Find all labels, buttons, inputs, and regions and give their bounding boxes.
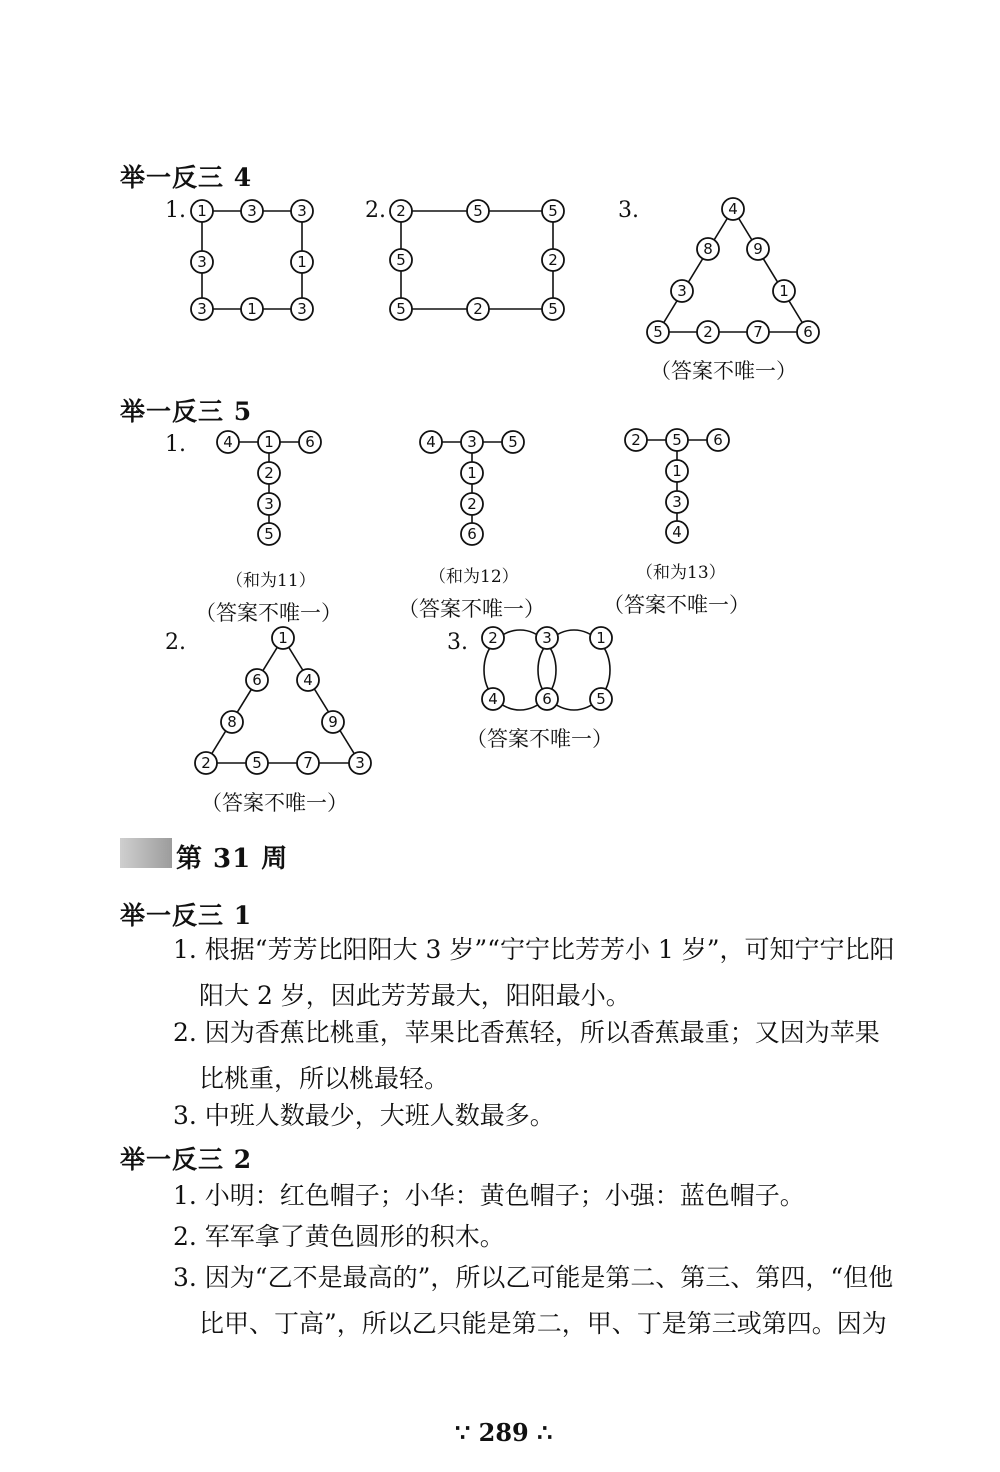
section-w2-heading: 举一反三 2 bbox=[120, 1145, 253, 1174]
svg-text:2: 2 bbox=[201, 754, 211, 772]
node bbox=[191, 298, 213, 320]
svg-text:5: 5 bbox=[396, 300, 406, 318]
svg-text:3: 3 bbox=[677, 282, 687, 300]
s5-item2-label: 2. bbox=[165, 630, 186, 655]
svg-text:2: 2 bbox=[396, 202, 406, 220]
s5-item3-caption: （答案不唯一） bbox=[466, 727, 613, 751]
node bbox=[542, 298, 564, 320]
s5-item1-label: 1. bbox=[165, 432, 186, 457]
node bbox=[241, 298, 263, 320]
s5-fig-linked-rings bbox=[474, 622, 624, 722]
svg-text:5: 5 bbox=[264, 525, 274, 543]
svg-text:2: 2 bbox=[264, 464, 274, 482]
node bbox=[195, 752, 217, 774]
svg-text:6: 6 bbox=[713, 431, 723, 449]
svg-text:9: 9 bbox=[753, 240, 763, 258]
section-5-heading: 举一反三 5 bbox=[120, 397, 253, 426]
node bbox=[467, 298, 489, 320]
s5-t-figure-3 bbox=[622, 426, 734, 550]
svg-text:7: 7 bbox=[753, 323, 763, 341]
svg-text:3: 3 bbox=[197, 300, 207, 318]
node bbox=[666, 460, 688, 482]
svg-text:4: 4 bbox=[426, 433, 436, 451]
node bbox=[666, 429, 688, 451]
svg-text:4: 4 bbox=[728, 200, 738, 218]
node bbox=[467, 200, 489, 222]
svg-text:1: 1 bbox=[596, 629, 606, 647]
svg-text:3: 3 bbox=[297, 202, 307, 220]
text-line: 比桃重，所以桃最轻。 bbox=[199, 1064, 450, 1093]
s5-t-figure-1 bbox=[214, 428, 326, 552]
node bbox=[390, 298, 412, 320]
w2-paragraph-1 bbox=[173, 1173, 805, 1219]
w2-paragraph-3 bbox=[173, 1255, 893, 1347]
node bbox=[297, 752, 319, 774]
w1-paragraph-1 bbox=[173, 927, 895, 1019]
svg-text:1: 1 bbox=[264, 433, 274, 451]
text-line: 1. 根据“芳芳比阳阳大 3 岁”“宁宁比芳芳小 1 岁”，可知宁宁比阳 bbox=[173, 935, 895, 964]
svg-text:6: 6 bbox=[252, 671, 262, 689]
text-line: 3. 中班人数最少，大班人数最多。 bbox=[173, 1101, 555, 1130]
svg-text:1: 1 bbox=[197, 202, 207, 220]
svg-text:4: 4 bbox=[303, 671, 313, 689]
s4-item1-label: 1. bbox=[165, 198, 186, 223]
w1-paragraph-2 bbox=[173, 1010, 880, 1102]
svg-text:5: 5 bbox=[653, 323, 663, 341]
node bbox=[773, 280, 795, 302]
text-line: 比甲、丁高”，所以乙只能是第二，甲、丁是第三或第四。因为 bbox=[199, 1309, 887, 1338]
node bbox=[747, 238, 769, 260]
node bbox=[590, 627, 612, 649]
s5-item2-caption: （答案不唯一） bbox=[201, 791, 348, 815]
svg-text:1: 1 bbox=[247, 300, 257, 318]
node bbox=[272, 627, 294, 649]
svg-text:4: 4 bbox=[672, 523, 682, 541]
node bbox=[666, 491, 688, 513]
svg-text:5: 5 bbox=[252, 754, 262, 772]
node bbox=[707, 429, 729, 451]
node bbox=[299, 431, 321, 453]
node bbox=[390, 249, 412, 271]
node bbox=[191, 251, 213, 273]
s5-fig1-sum: （和为11） bbox=[226, 571, 316, 591]
node bbox=[482, 627, 504, 649]
node bbox=[461, 431, 483, 453]
svg-text:2: 2 bbox=[467, 495, 477, 513]
node bbox=[221, 711, 243, 733]
svg-text:6: 6 bbox=[803, 323, 813, 341]
svg-text:1: 1 bbox=[297, 253, 307, 271]
node bbox=[671, 280, 693, 302]
node bbox=[747, 321, 769, 343]
node bbox=[291, 251, 313, 273]
node bbox=[246, 669, 268, 691]
text-line: 3. 因为“乙不是最高的”，所以乙可能是第二、第三、第四，“但他 bbox=[173, 1263, 894, 1292]
node bbox=[217, 431, 239, 453]
node bbox=[291, 200, 313, 222]
node bbox=[625, 429, 647, 451]
svg-text:8: 8 bbox=[703, 240, 713, 258]
s4-item3-label: 3. bbox=[618, 198, 639, 223]
node bbox=[502, 431, 524, 453]
node bbox=[461, 523, 483, 545]
svg-text:2: 2 bbox=[473, 300, 483, 318]
s5-fig3-caption: （答案不唯一） bbox=[603, 593, 750, 617]
node bbox=[291, 298, 313, 320]
node bbox=[482, 688, 504, 710]
node bbox=[647, 321, 669, 343]
node bbox=[349, 752, 371, 774]
node bbox=[322, 711, 344, 733]
svg-text:4: 4 bbox=[223, 433, 233, 451]
svg-text:6: 6 bbox=[542, 690, 552, 708]
svg-text:6: 6 bbox=[467, 525, 477, 543]
s5-item3-label: 3. bbox=[447, 630, 468, 655]
s4-fig2-rectangle bbox=[381, 192, 575, 328]
w1-paragraph-3 bbox=[173, 1093, 555, 1139]
node bbox=[590, 688, 612, 710]
svg-text:5: 5 bbox=[473, 202, 483, 220]
svg-text:4: 4 bbox=[488, 690, 498, 708]
node bbox=[461, 493, 483, 515]
node bbox=[258, 523, 280, 545]
s5-fig1-caption: （答案不唯一） bbox=[195, 601, 342, 625]
node bbox=[697, 238, 719, 260]
node bbox=[536, 688, 558, 710]
node bbox=[797, 321, 819, 343]
node bbox=[241, 200, 263, 222]
node bbox=[420, 431, 442, 453]
node bbox=[246, 752, 268, 774]
node bbox=[722, 198, 744, 220]
svg-text:3: 3 bbox=[264, 495, 274, 513]
section-4-heading: 举一反三 4 bbox=[120, 163, 253, 192]
text-line: 阳大 2 岁，因此芳芳最大，阳阳最小。 bbox=[199, 981, 631, 1010]
svg-text:5: 5 bbox=[548, 300, 558, 318]
svg-text:5: 5 bbox=[396, 251, 406, 269]
node bbox=[666, 521, 688, 543]
svg-text:3: 3 bbox=[672, 493, 682, 511]
node bbox=[258, 462, 280, 484]
svg-text:9: 9 bbox=[328, 713, 338, 731]
s4-fig1-square bbox=[182, 192, 322, 328]
svg-text:7: 7 bbox=[303, 754, 313, 772]
svg-text:5: 5 bbox=[508, 433, 518, 451]
svg-text:3: 3 bbox=[197, 253, 207, 271]
svg-text:1: 1 bbox=[467, 464, 477, 482]
node bbox=[542, 249, 564, 271]
node bbox=[258, 431, 280, 453]
svg-text:5: 5 bbox=[672, 431, 682, 449]
svg-text:3: 3 bbox=[247, 202, 257, 220]
node bbox=[191, 200, 213, 222]
svg-text:3: 3 bbox=[355, 754, 365, 772]
svg-text:8: 8 bbox=[227, 713, 237, 731]
text-line: 2. 因为香蕉比桃重，苹果比香蕉轻，所以香蕉最重；又因为苹果 bbox=[173, 1018, 880, 1047]
svg-text:2: 2 bbox=[488, 629, 498, 647]
node bbox=[542, 200, 564, 222]
node bbox=[697, 321, 719, 343]
svg-text:2: 2 bbox=[631, 431, 641, 449]
s4-item3-caption: （答案不唯一） bbox=[650, 359, 797, 383]
svg-text:2: 2 bbox=[703, 323, 713, 341]
svg-text:1: 1 bbox=[278, 629, 288, 647]
text-line: 1. 小明：红色帽子；小华：黄色帽子；小强：蓝色帽子。 bbox=[173, 1181, 805, 1210]
svg-text:1: 1 bbox=[672, 462, 682, 480]
svg-text:3: 3 bbox=[297, 300, 307, 318]
s4-fig3-triangle bbox=[640, 192, 830, 352]
node bbox=[461, 462, 483, 484]
svg-text:1: 1 bbox=[779, 282, 789, 300]
node bbox=[536, 627, 558, 649]
section-w1-heading: 举一反三 1 bbox=[120, 901, 253, 930]
page-number: ∵ 289 ∴ bbox=[455, 1418, 553, 1447]
svg-text:2: 2 bbox=[548, 251, 558, 269]
node bbox=[390, 200, 412, 222]
svg-text:5: 5 bbox=[596, 690, 606, 708]
node bbox=[297, 669, 319, 691]
week-title: 第 31 周 bbox=[176, 844, 289, 874]
s5-t-figure-2 bbox=[417, 428, 529, 552]
week-marker-bar bbox=[120, 838, 172, 868]
s5-fig-triangle bbox=[190, 622, 376, 780]
svg-text:3: 3 bbox=[542, 629, 552, 647]
s5-fig3-sum: （和为13） bbox=[636, 563, 726, 583]
svg-text:6: 6 bbox=[305, 433, 315, 451]
s4-item2-label: 2. bbox=[365, 198, 386, 223]
svg-text:3: 3 bbox=[467, 433, 477, 451]
node bbox=[258, 493, 280, 515]
text-line: 2. 军军拿了黄色圆形的积木。 bbox=[173, 1222, 505, 1251]
s5-fig2-caption: （答案不唯一） bbox=[398, 597, 545, 621]
w2-paragraph-2 bbox=[173, 1214, 505, 1260]
svg-text:5: 5 bbox=[548, 202, 558, 220]
s5-fig2-sum: （和为12） bbox=[429, 567, 519, 587]
